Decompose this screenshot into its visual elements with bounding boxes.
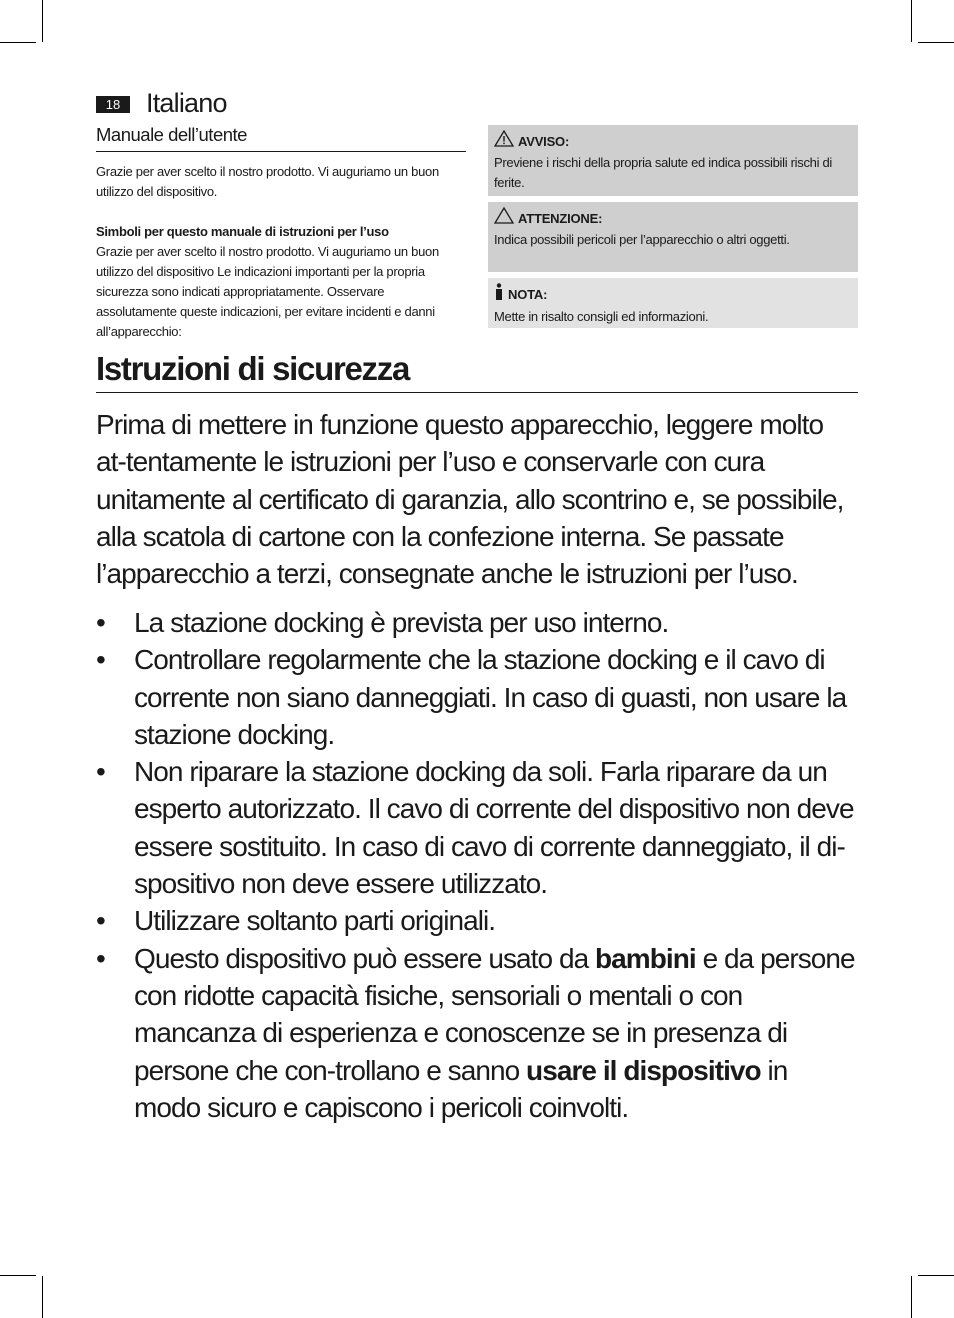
list-item: • La stazione docking è prevista per uso interno. <box>96 604 858 641</box>
bullet-dot: • <box>96 644 105 676</box>
crop-mark <box>911 1276 912 1318</box>
warning-triangle-icon <box>494 130 514 153</box>
emphasis-use-device: usare il dispositivo <box>526 1054 761 1086</box>
warning-text: Previene i rischi della propria salute ed indica possibili rischi di ferite. <box>494 155 832 190</box>
symbols-heading: Simboli per questo manuale di istruzioni per l’uso <box>96 224 389 239</box>
crop-mark <box>0 1275 36 1276</box>
list-item: • Utilizzare soltanto parti originali. <box>96 902 858 939</box>
crop-mark <box>911 0 912 42</box>
list-item: • Non riparare la stazione docking da soli. Farla riparare da un esperto autorizzato. Il cavo di corrente del dispositivo non deve essere sostituito. In caso di cavo di corrente danneggiato, il di-spositivo non deve essere utilizzato. <box>96 753 858 902</box>
warning-notice <box>488 125 858 196</box>
crop-mark <box>42 0 43 42</box>
bullet-dot: • <box>96 942 105 974</box>
crop-mark <box>918 42 954 43</box>
symbols-text: Grazie per aver scelto il nostro prodotto. Vi auguriamo un buon utilizzo del dispositivo Le indicazioni importanti per la propria sicurezza sono indicati appropriatamente. Osservare assolutamente queste indicazioni, per evitare incidenti e danni all’apparecchio: <box>96 244 439 339</box>
warning-title: AVVISO: <box>518 133 570 149</box>
note-text: Mette in risalto consigli ed informazioni. <box>494 309 709 324</box>
list-item: • Controllare regolarmente che la stazione docking e il cavo di corrente non siano danneggiati. In caso di guasti, non usare la stazione docking. <box>96 641 858 753</box>
info-icon <box>494 283 504 307</box>
caution-text: Indica possibili pericoli per l’apparecchio o altri oggetti. <box>494 232 790 247</box>
crop-mark <box>42 1276 43 1318</box>
page-number: 18 <box>96 96 130 113</box>
caution-notice <box>488 202 858 272</box>
bullet-dot: • <box>96 905 105 937</box>
warning-triangle-icon <box>494 207 514 230</box>
page-header <box>96 88 227 119</box>
bullet-dot: • <box>96 607 105 638</box>
emphasis-children: bambini <box>595 942 696 974</box>
note-title: NOTA: <box>508 287 548 302</box>
note-notice <box>488 278 858 328</box>
safety-bullet-list <box>96 604 858 1126</box>
manual-title: Manuale dell’utente <box>96 124 466 152</box>
safety-intro: Prima di mettere in funzione questo apparecchio, leggere molto at-tentamente le istruzioni per l’uso e conservarle con cura unitamente al certificato di garanzia, allo scontrino e, se possibile, alla scatola di cartone con la confezione interna. Se passate l’apparecchio a terzi, consegnate anche le istruzioni per l’uso. <box>96 409 844 590</box>
language-title: Italiano <box>146 88 227 118</box>
list-item: • Questo dispositivo può essere usato da bambini e da persone con ridotte capacità fisiche, sensoriali o mentali o con mancanza di esperienza e conoscenze se in presenza di persone che con-trollano e sanno usare il dispositivo in modo sicuro e capiscono i pericoli coinvolti. <box>96 940 858 1126</box>
crop-mark <box>918 1275 954 1276</box>
bullet-dot: • <box>96 756 105 788</box>
crop-mark <box>0 42 36 43</box>
manual-section <box>96 124 466 342</box>
caution-title: ATTENZIONE: <box>518 210 603 226</box>
safety-title: Istruzioni di sicurezza <box>96 350 858 393</box>
manual-intro: Grazie per aver scelto il nostro prodotto. Vi auguriamo un buon utilizzo del dispositivo. <box>96 164 439 199</box>
